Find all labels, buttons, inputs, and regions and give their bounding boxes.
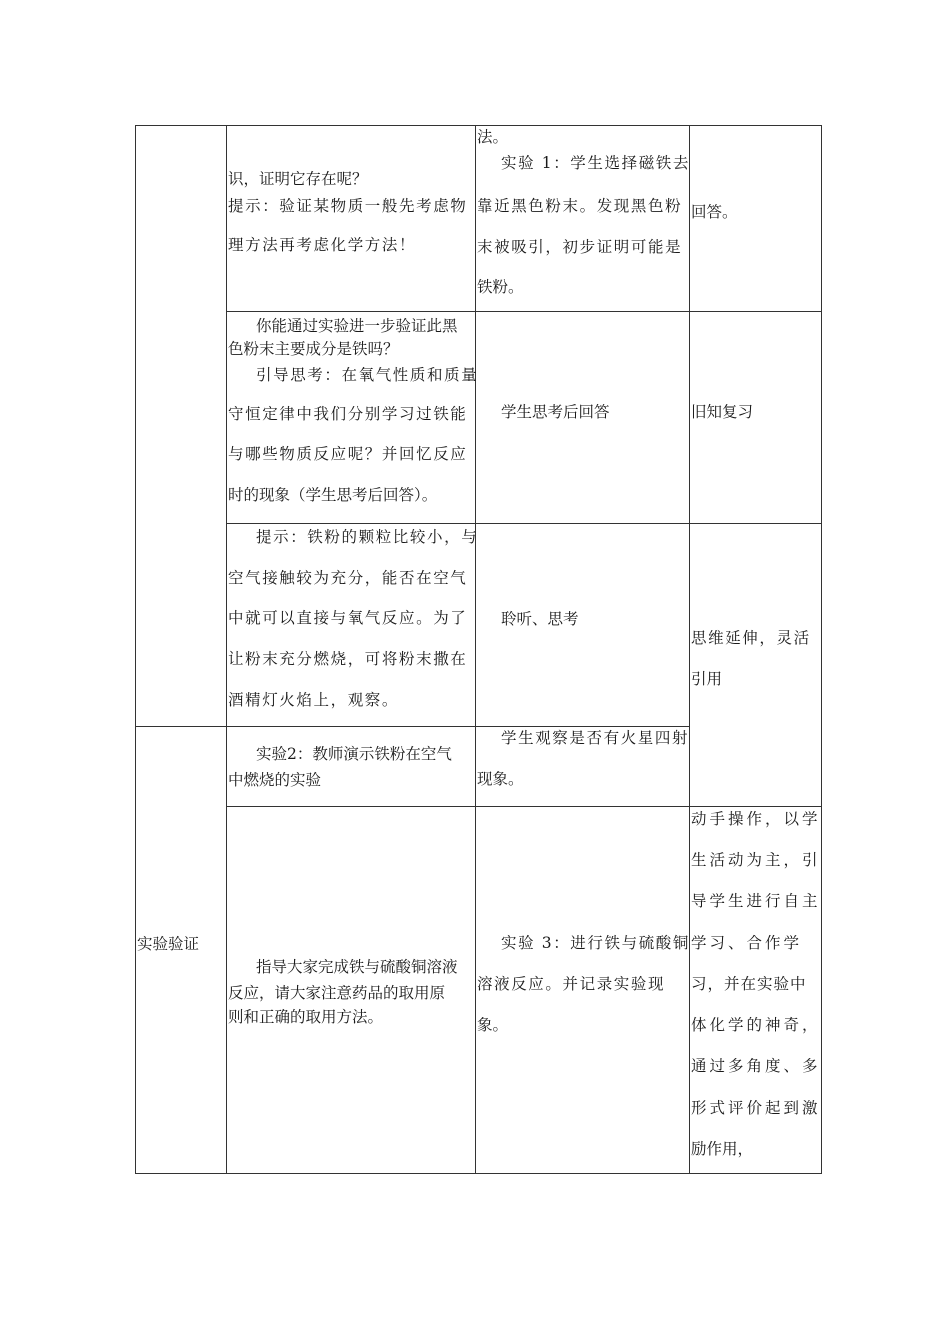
- text-line: 思维延伸，灵活: [691, 629, 811, 647]
- text-line: 空气接触较为充分，能否在空气: [228, 569, 468, 587]
- text-line: 与哪些物质反应呢？并回忆反应: [228, 445, 468, 463]
- text-line: 生活动为主，引: [691, 851, 821, 869]
- text-line: 象。: [477, 1016, 509, 1034]
- row2-teacher-cell: [228, 312, 479, 523]
- text-line: 守恒定律中我们分别学习过铁能: [228, 405, 468, 423]
- text-line: 让粉末充分燃烧，可将粉末撒在: [228, 650, 468, 668]
- column-divider: [689, 125, 690, 1174]
- row5-teacher-cell: [228, 807, 474, 1173]
- table-border-right: [821, 125, 822, 1174]
- column-divider: [475, 125, 476, 1174]
- text-line: 引导思考：在氧气性质和质量: [256, 366, 479, 384]
- text-line: 学生观察是否有火星四射: [501, 729, 690, 747]
- row2-student-cell: [477, 312, 688, 523]
- row1-intent-cell: [691, 126, 821, 311]
- row3-student-cell: [477, 524, 688, 726]
- text-line: 聆听、思考: [501, 610, 579, 628]
- text-line: 实验2：教师演示铁粉在空气: [256, 745, 452, 763]
- text-line: 动手操作，以学: [691, 810, 821, 828]
- text-line: 识，证明它存在呢？: [228, 170, 368, 188]
- text-line: 则和正确的取用方法。: [228, 1008, 384, 1026]
- text-line: 通过多角度、多: [691, 1057, 821, 1075]
- row1-student-cell: [477, 126, 688, 311]
- row4-student-cell: [477, 727, 688, 806]
- row4-teacher-cell: [228, 727, 474, 806]
- text-line: 溶液反应。并记录实验现: [477, 975, 666, 993]
- table-border-bottom: [135, 1173, 822, 1174]
- text-line: 反应，请大家注意药品的取用原: [228, 984, 446, 1002]
- text-line: 提示：铁粉的颗粒比较小，与: [256, 528, 479, 546]
- text-line: 你能通过实验进一步验证此黑: [256, 317, 458, 335]
- text-line: 理方法再考虑化学方法！: [228, 236, 417, 254]
- text-line: 靠近黑色粉末。发现黑色粉: [477, 197, 683, 215]
- text-line: 现象。: [477, 770, 524, 788]
- text-line: 酒精灯火焰上，观察。: [228, 691, 400, 709]
- row3-intent-cell: [691, 524, 821, 806]
- text-line: 色粉末主要成分是铁吗？: [228, 340, 399, 358]
- text-line: 学生思考后回答: [501, 403, 610, 421]
- row3-teacher-cell: [228, 524, 479, 726]
- text-line: 形式评价起到激: [691, 1099, 821, 1117]
- text-line: 末被吸引，初步证明可能是: [477, 238, 683, 256]
- text-line: 铁粉。: [477, 278, 524, 296]
- section-label-cell: [137, 727, 225, 1173]
- text-line: 习，并在实验中: [691, 975, 807, 993]
- row5-student-cell: [477, 807, 688, 1173]
- text-line: 中燃烧的实验: [228, 771, 322, 789]
- text-line: 回答。: [691, 203, 738, 221]
- text-line: 导学生进行自主: [691, 892, 821, 910]
- row2-intent-cell: [691, 312, 821, 523]
- row5-intent-cell: [691, 807, 821, 1173]
- table-border-left: [135, 125, 136, 1174]
- text-line: 旧知复习: [691, 403, 754, 421]
- text-line: 提示：验证某物质一般先考虑物: [228, 197, 468, 215]
- text-line: 时的现象（学生思考后回答）。: [228, 486, 438, 504]
- column-divider: [226, 125, 227, 1174]
- text-line: 学习、合作学: [691, 934, 803, 952]
- text-line: 体化学的神奇，: [691, 1016, 821, 1034]
- text-line: 法。: [477, 128, 509, 146]
- text-line: 实验 3：进行铁与硫酸铜: [501, 934, 690, 952]
- text-line: 指导大家完成铁与硫酸铜溶液: [256, 958, 458, 976]
- text-line: 励作用，: [691, 1140, 754, 1158]
- text-line: 中就可以直接与氧气反应。为了: [228, 609, 468, 627]
- row1-teacher-cell: [228, 126, 474, 311]
- text-line: 实验 1：学生选择磁铁去: [501, 154, 690, 172]
- section-label: 实验验证: [137, 935, 200, 953]
- text-line: 引用: [691, 670, 723, 688]
